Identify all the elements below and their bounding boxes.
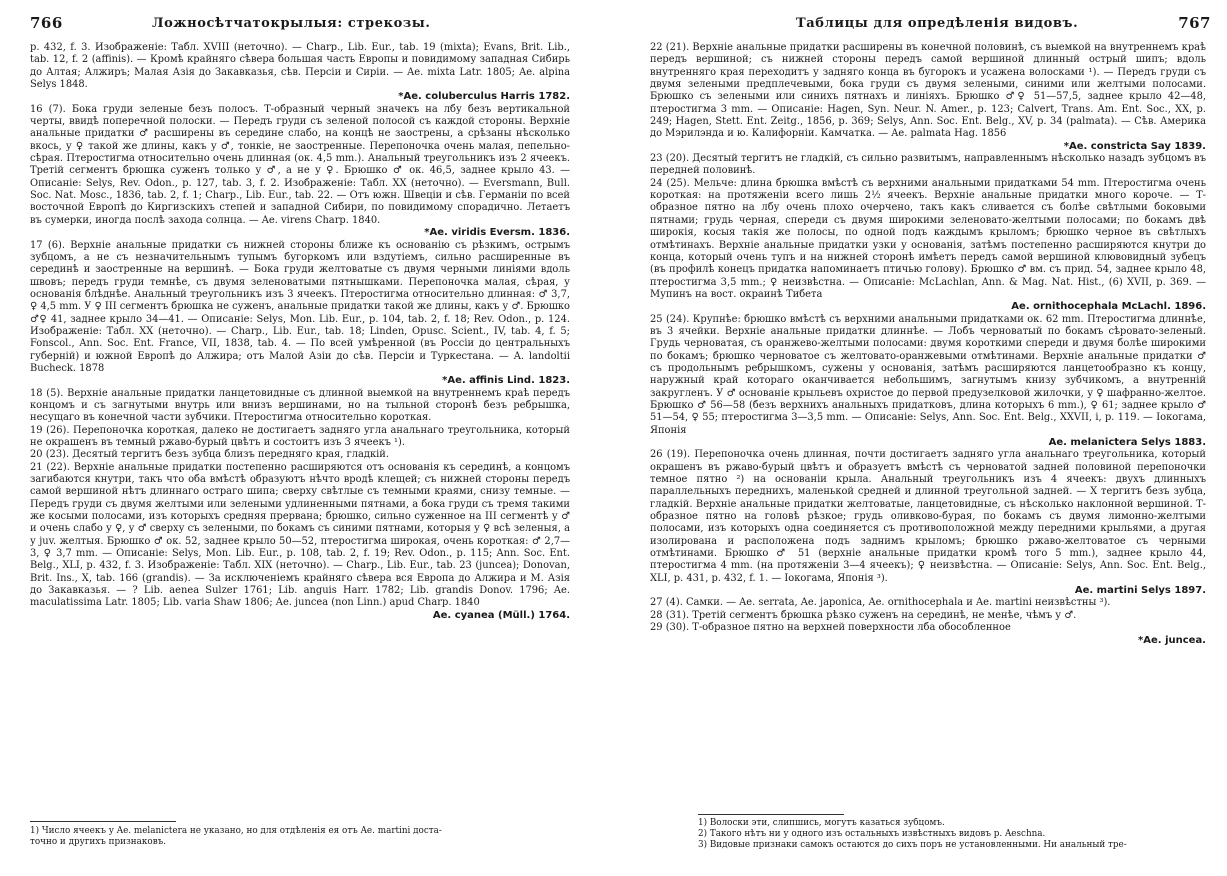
species-name: *Ae. constricta Say 1839.: [1063, 140, 1206, 152]
paragraph: 20 (23). Десятый тергитъ безъ зубца близъ передняго края, гладкій.: [30, 449, 390, 461]
paragraph: 19 (26). Перепоночка короткая, далеко не достигаетъ задняго угла анальнаго треугольника, который не окрашенъ въ темный ржаво-бурый цвѣтъ и состоитъ изъ 3 ячеекъ ¹).: [30, 424, 570, 448]
paragraph: 25 (24). Крупнѣе: брюшко вмѣстѣ съ верхними анальными придатками ок. 62 mm. Птеростигма длиннѣе, въ 3 ячейки. Верхніе анальные придатки длиннѣе. — Лобъ черноватый по бокамъ сѣровато-зеленый. Грудь черноватая, съ оранжево-желтыми полосами: двумя короткими спереди и двумя болѣе широкими по бокамъ; брюшко черноватое съ желтовато-оранжевыми отмѣтинами. Верхніе анальные придатки ♂ съ продольнымъ ребрышкомъ, сужены у основанія, затѣмъ расширяются ланцетообразно къ концу, наружный край котораго оканчивается небольшимъ, загнутымъ книзу зубчикомъ, а внутренній закругленъ. У ♂ основаніе крыльевъ охристое до первой предузелковой жилочки, у ♀ шафранно-желтое. Брюшко ♂ 56—58 (безъ верхнихъ анальныхъ придатковъ, длина которыхъ 6 mm.), ♀ 61; заднее крыло ♂ 51—54, ♀ 55; птеростигма 3—3,5 mm. — Описаніе: Selys, Ann. Soc. Ent. Belg., XXVII, i, p. 119. — Іокогама, Японія: [650, 313, 1206, 436]
paragraph: 24 (25). Мельче: длина брюшка вмѣстѣ съ верхними анальными придатками 54 mm. Птеростигма очень короткая: на протяженіи всего лишь 2½ ячеекъ. Верхніе анальные придатки много короче. — Т-образное пятно на лбу очень плохо очерчено, такъ какъ сливается съ болѣе свѣтлыми боковыми пятнами; грудь черная, спереди съ двумя широкими зеленовато-желтыми полосами; по бокамъ двѣ широкія, косыя такія же полосы, по одной подъ каждымъ крыломъ; брюшко черное въ свѣтлыхъ отмѣтинахъ. Верхніе анальные придатки узки у основанія, затѣмъ постепенно расширяются кнутри до конца, который очень тупъ и на нижней сторонѣ имѣетъ передъ самой вершиной клювовидный зубецъ (въ профилѣ конецъ придатка напоминаетъ птичью голову). Брюшко ♂ вм. съ прид. 54, заднее крыло 48, птеростигма 3,5 mm.; ♀ неизвѣстна. — Описаніе: McLachlan, Ann. & Mag. Nat. Hist., (6) XVII, p. 369. — Мупинъ на вост. окраинѣ Тибета: [650, 177, 1206, 300]
paragraph: 21 (22). Верхніе анальные придатки постепенно расширяются отъ основанія къ серединѣ, а концомъ загибаются кнутри, такъ что оба вмѣстѣ образуютъ нѣчто вродѣ клещей; съ нижней стороны передъ самой вершиной нѣтъ длиннаго остраго шипа; сверху свѣтлые съ темными краями, снизу темные. — Передъ груди съ двумя желтыми или зелеными удлиненными пятнами, а бока груди съ тремя такими же косыми полосами, изъ которыхъ средняя прервана; брюшко, сильно суженное на III сегментѣ у ♂ и очень слабо у ♀, у ♂ сверху съ зелеными, по бокамъ съ синими пятнами, которыя у ♀ всѣ зеленыя, а у juv. желтыя. Брюшко ♂ ок. 52, заднее крыло 50—52, птеростигма широкая, очень короткая: ♂ 2,7—3, ♀ 3,7 mm. — Описаніе: Selys, Mon. Lib. Eur., p. 108, tab. 2, f. 19; Rev. Odon., p. 115; Ann. Soc. Ent. Belg., XLI, p. 432, f. 3. Изображеніе: Табл. XIX (неточно). — Charp., Lib. Eur., tab. 23 (juncea); Donovan, Brit. Ins., X, tab. 166 (grandis). — За исключеніемъ крайняго сѣвера вся Европа до Алжира и М. Азія до Закавказья. — ? Lib. aenea Sulzer 1761; Lib. anguis Harr. 1782; Lib. grandis Donov. 1796; Ae. maculatissima Latr. 1805; Lib. varia Shaw 1806; Ae. juncea (non Linn.) apud Charp. 1840: [30, 461, 570, 609]
right-body-text: [650, 42, 1206, 647]
footnote: 3) Видовые признаки самокъ остаются до сихъ поръ не установленными. Ни анальный тре-: [698, 840, 1127, 850]
right-page-number: 767: [1178, 14, 1211, 32]
left-body-text: [30, 42, 570, 622]
left-page-number: 766: [30, 14, 63, 32]
footnote: 1) Волоски эти, слипшись, могутъ казаться зубцомъ.: [698, 818, 945, 828]
species-name: *Ae. coluberculus Harris 1782.: [398, 91, 570, 103]
species-name: Ae. martini Selys 1897.: [1074, 585, 1206, 597]
paragraph: 29 (30). Т-образное пятно на верхней поверхности лба обособленное: [650, 622, 1011, 634]
paragraph: 23 (20). Десятый тергитъ не гладкій, съ сильно развитымъ, направленнымъ нѣсколько назадъ зубцомъ въ передней половинѣ.: [650, 153, 1206, 177]
footnote: 2) Такого нѣтъ ни у одного изъ остальныхъ извѣстныхъ видовъ р. Aeschna.: [698, 829, 1046, 839]
paragraph: р. 432, f. 3. Изображеніе: Табл. XVIII (неточно). — Charp., Lib. Eur., tab. 19 (mixta); Evans, Brit. Lib., tab. 12, f. 2 (affinis). — Кромѣ крайняго сѣвера большая часть Европы и повидимому западная Сибирь до Алтая; Алжиръ; Малая Азія до Закавказья, сѣв. Персіи и Сиріи. — Ae. mixta Latr. 1805; Ae. alpina Selys 1848.: [30, 42, 570, 91]
species-name: Ae. ornithocephala McLachl. 1896.: [1011, 301, 1206, 313]
left-header: [0, 14, 612, 36]
left-footnotes: [30, 826, 570, 848]
paragraph: 26 (19). Перепоночка очень длинная, почти достигаетъ задняго угла анальнаго треугольника, который окрашенъ въ ржаво-бурый цвѣтъ и образуетъ вмѣстѣ съ черноватой задней половиной перепоночки темное пятно ²) на основаніи крыла. Анальный треугольникъ изъ 4 ячеекъ: двухъ длинныхъ параллельныхъ переднихъ, маленькой средней и длинной треугольной задней. — X тергитъ безъ зубца, гладкій. Верхніе анальные придатки желтоватые, ланцетовидные, съ нѣсколько наклонной вершиной. Т-образное пятно на головѣ рѣзкое; грудь оливково-бурая, по бокамъ съ двумя лимонно-желтыми полосами, изъ которыхъ одна соединяется съ противоположной между передними крыльями, а другая изолирована и расположена подъ заднимъ крыломъ; брюшко ржаво-желтоватое съ черными отмѣтинами. Брюшко ♂ 51 (верхніе анальные придатки кромѣ того 5 mm.), заднее крыло 44, птеростигма 4 mm. (на протяженіи 3—4 ячеекъ); ♀ неизвѣстна. — Описаніе: Selys, Ann. Soc. Ent. Belg., XLI, p. 431, p. 432, f. 1. — Іокогама, Японія ³).: [650, 449, 1206, 584]
species-name: *Ae. affinis Lind. 1823.: [442, 375, 570, 387]
footnote: 1) Число ячеекъ у Ae. melanictera не указано, но для отдѣленія ея отъ Ae. martini доста-: [30, 826, 442, 836]
paragraph: 18 (5). Верхніе анальные придатки ланцетовидные съ длинной выемкой на внутреннемъ краѣ передъ концомъ и съ загнутыми внутрь или внизъ вершинами, но на тыльной сторонѣ безъ ребрышка, несущаго въ конечной части зубчики. Птеростигма относительно короткая.: [30, 387, 570, 424]
paragraph: 28 (31). Третій сегментъ брюшка рѣзко суженъ на серединѣ, не менѣе, чѣмъ у ♂.: [650, 609, 1077, 621]
species-name: *Ae. juncea.: [1138, 634, 1206, 646]
paragraph: 16 (7). Бока груди зеленые безъ полосъ. Т-образный черный значекъ на лбу безъ вертикальной черты, ввидѣ поперечной полоски. — Передъ груди съ зеленой полосой съ каждой стороны. Верхніе анальные придатки ♂ расширены въ середине слабо, на концѣ не заострены, а срѣзаны нѣсколько вкось, у ♀ такой же длины, какъ у ♂, тонкіе, не заостренные. Перепоночка очень малая, пепельно-сѣрая. Птеростигма относительно очень длинная (ок. 4,5 mm.). Анальный треугольникъ изъ 2 ячеекъ. Третій сегментъ брюшка суженъ только у ♂, а не у ♀. Брюшко ♂ ок. 46,5, заднее крыло 43. — Описаніе: Selys, Rev. Odon., p. 127, tab. 3, f. 2. Изображеніе: Табл. XX (неточно). — Eversmann, Bull. Soc. Nat. Mosc., 1836, tab. 2, f. 1; Charp., Lib. Eur., tab. 22. — Отъ южн. Швеціи и сѣв. Германіи по всей восточной Европѣ до Киргизскихъ степей и западной Сибири, по повидимому спорадично. Летаетъ въ сумерки, иногда послѣ захода солнца. — Ae. virens Charp. 1840.: [30, 103, 570, 226]
paragraph: 22 (21). Верхніе анальные придатки расширены въ конечной половинѣ, съ выемкой на внутреннемъ краѣ передъ вершиной; съ нижней стороны передъ самой вершиной длинный острый шипъ; вдоль внутренняго края переходитъ у задняго конца въ бугорокъ и усажена волосками ¹). — Передъ груди съ двумя зелеными предплечевыми, бока груди съ двумя зелеными, синими или желтыми полосами. Брюшко съ зелеными или синихъ пятнахъ и линіяхъ. Брюшко ♂♀ 51—57,5, заднее крыло 42—48, птеростигма 3 mm. — Описаніе: Hagen, Syn. Neur. N. Amer., p. 123; Calvert, Trans. Am. Ent. Soc., XX, p. 249; Hagen, Stett. Ent. Zeitg., 1856, p. 369; Selys, Ann. Soc. Ent. Belg., XV, p. 34 (palmata). — Сѣв. Америка до Мэрилэнда и ю. Калифорніи. Камчатка. — Ae. palmata Hag. 1856: [650, 42, 1206, 140]
footnote-rule: [30, 821, 176, 822]
right-running-title: Таблицы для опредѣленія видовъ.: [796, 16, 1079, 31]
paragraph: 27 (4). Самки. — Ae. serrata, Ae. japonica, Ae. ornithocephala и Ae. martini неизвѣстны ³).: [650, 597, 1111, 609]
left-running-title: Ложносѣтчатокрылыя: стрекозы.: [152, 16, 431, 31]
right-footnotes: [698, 818, 1218, 851]
footnote-rule: [698, 814, 844, 815]
right-page: [614, 0, 1227, 876]
species-name: *Ae. viridis Eversm. 1836.: [424, 227, 570, 239]
species-name: Ae. melanictera Selys 1883.: [1048, 437, 1206, 448]
paragraph: 17 (6). Верхніе анальные придатки съ нижней стороны ближе къ основанію съ рѣзкимъ, острымъ зубцомъ, а не съ незначительнымъ тупымъ бугоркомъ или вздутіемъ, сильно расширенные въ серединѣ и заостренные на вершинѣ. — Бока груди желтоватые съ двумя черными линіями вдоль швовъ; передъ груди темнѣе, съ двумя зеленоватыми пятнышками. Перепоночка малая, сѣрая, у основанія блѣднѣе. Анальный треугольникъ изъ 3 ячеекъ. Птеростигма относительно длинная: ♂ 3,7, ♀ 4,5 mm. У ♀ III сегментъ брюшка не суженъ, анальные придатки такой же длины, какъ у ♂. Брюшко ♂♀ 41, заднее крыло 34—41. — Описаніе: Selys, Mon. Lib. Eur., p. 104, tab. 2, f. 18; Rev. Odon., p. 124. Изображеніе: Табл. XX (неточно). — Charp., Lib. Eur., tab. 18; Linden, Opusc. Scient., IV, tab. 4, f. 5; Fonscol., Ann. Soc. Ent. France, VII, 1838, tab. 4. — По всей умѣренной (въ Россіи до центральныхъ губерній) и южной Европѣ до Алжира; отъ Малой Азіи до сѣв. Персіи и Туркестана. — A. landoltii Bucheck. 1878: [30, 239, 570, 374]
right-header: [614, 14, 1227, 36]
footnote: точно и другихъ признаковъ.: [30, 837, 167, 847]
species-name: Ae. cyanea (Müll.) 1764.: [432, 609, 570, 621]
left-page: [0, 0, 612, 876]
